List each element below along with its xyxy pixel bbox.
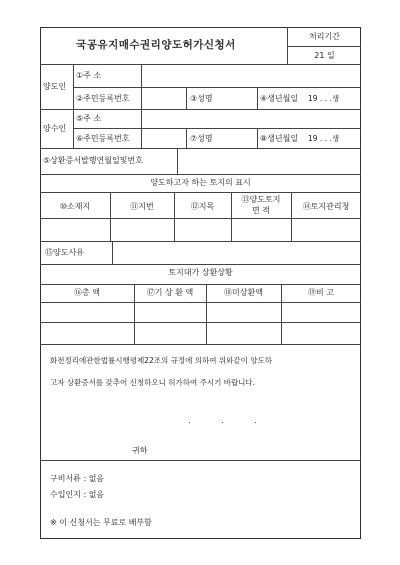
repay-col-repaid: ⑰기 상 환 액	[146, 288, 194, 297]
divider	[73, 64, 74, 148]
divider	[177, 148, 178, 174]
divider	[40, 218, 361, 219]
form-title: 국공유지매수권리양도허가신청서	[76, 39, 236, 51]
repayment-section-header: 토지대가 상환상황	[168, 268, 233, 277]
divider	[40, 264, 361, 265]
transferee-name-label: ⑦성명	[190, 134, 213, 143]
land-section-header: 양도하고자 하는 토지의 표시	[150, 178, 251, 187]
repay-col-total: ⑯총 액	[74, 288, 100, 297]
divider	[186, 87, 187, 109]
land-col-area-label: ⑬양도토지	[241, 195, 281, 204]
divider	[287, 46, 361, 47]
addressee-label: 귀하	[132, 446, 148, 455]
transferee-birth-label: ⑧생년월일	[260, 134, 299, 143]
transferor-label: 양도인	[43, 82, 67, 91]
transfer-reason-label: ⑮양도사유	[45, 248, 84, 257]
transferor-name-label: ③성명	[190, 94, 213, 103]
transferee-label: 양수인	[43, 124, 67, 133]
divider	[257, 87, 258, 109]
divider	[112, 241, 113, 264]
divider	[40, 64, 361, 65]
transferee-rrn-label: ⑥주민등록번호	[76, 134, 130, 143]
divider	[174, 192, 175, 241]
transferee-address-label: ⑤주 소	[76, 114, 102, 123]
required-documents: 구비서류 : 없음	[50, 474, 105, 483]
land-col-location: ⑩소재지	[59, 202, 91, 211]
transferor-address-label: ①주 소	[76, 71, 102, 80]
processing-period-days: 21 일	[314, 51, 335, 60]
divider	[73, 128, 361, 129]
statement-line-2: 고자 상환증서를 갖추어 신청하오니 허가하여 주시기 바랍니다.	[50, 378, 256, 387]
divider	[40, 302, 361, 303]
divider	[40, 174, 361, 175]
divider	[40, 284, 361, 285]
land-col-area-unit: 면 적	[252, 206, 270, 215]
divider	[40, 344, 361, 345]
divider	[291, 192, 292, 241]
transferor-birth-value: 19 . . .생	[308, 94, 340, 103]
divider	[186, 128, 187, 148]
divider	[40, 460, 361, 461]
divider	[141, 64, 142, 148]
application-date: . . .	[188, 416, 257, 425]
divider	[73, 87, 361, 88]
divider	[110, 192, 111, 241]
revenue-stamp: 수입인지 : 없음	[50, 490, 105, 499]
repay-col-unpaid: ⑱미상환액	[224, 288, 263, 297]
transferor-birth-label: ④생년월일	[260, 94, 299, 103]
land-col-lot-number: ⑪지번	[130, 202, 154, 211]
land-col-authority: ⑭토지관리청	[302, 202, 350, 211]
divider	[40, 148, 361, 149]
divider	[40, 322, 361, 323]
divider	[257, 128, 258, 148]
statement-line-1: 화전정리에관한법률시행령제22조의 규정에 의하여 위와같이 양도하	[50, 356, 272, 365]
divider	[40, 109, 361, 110]
repay-col-remarks: ⑲비 고	[308, 288, 334, 297]
certificate-label: ⑤상환증서발행연월일및번호	[43, 156, 143, 165]
land-col-land-category: ⑫지목	[190, 202, 215, 211]
free-distribution-note: ※ 이 신청서는 무료로 배부함	[50, 518, 152, 527]
transferee-birth-value: 19 . . .생	[308, 134, 340, 143]
processing-period-label: 처리기간	[309, 32, 340, 41]
divider	[40, 192, 361, 193]
divider	[40, 241, 361, 242]
transferor-rrn-label: ②주민등록번호	[76, 94, 130, 103]
